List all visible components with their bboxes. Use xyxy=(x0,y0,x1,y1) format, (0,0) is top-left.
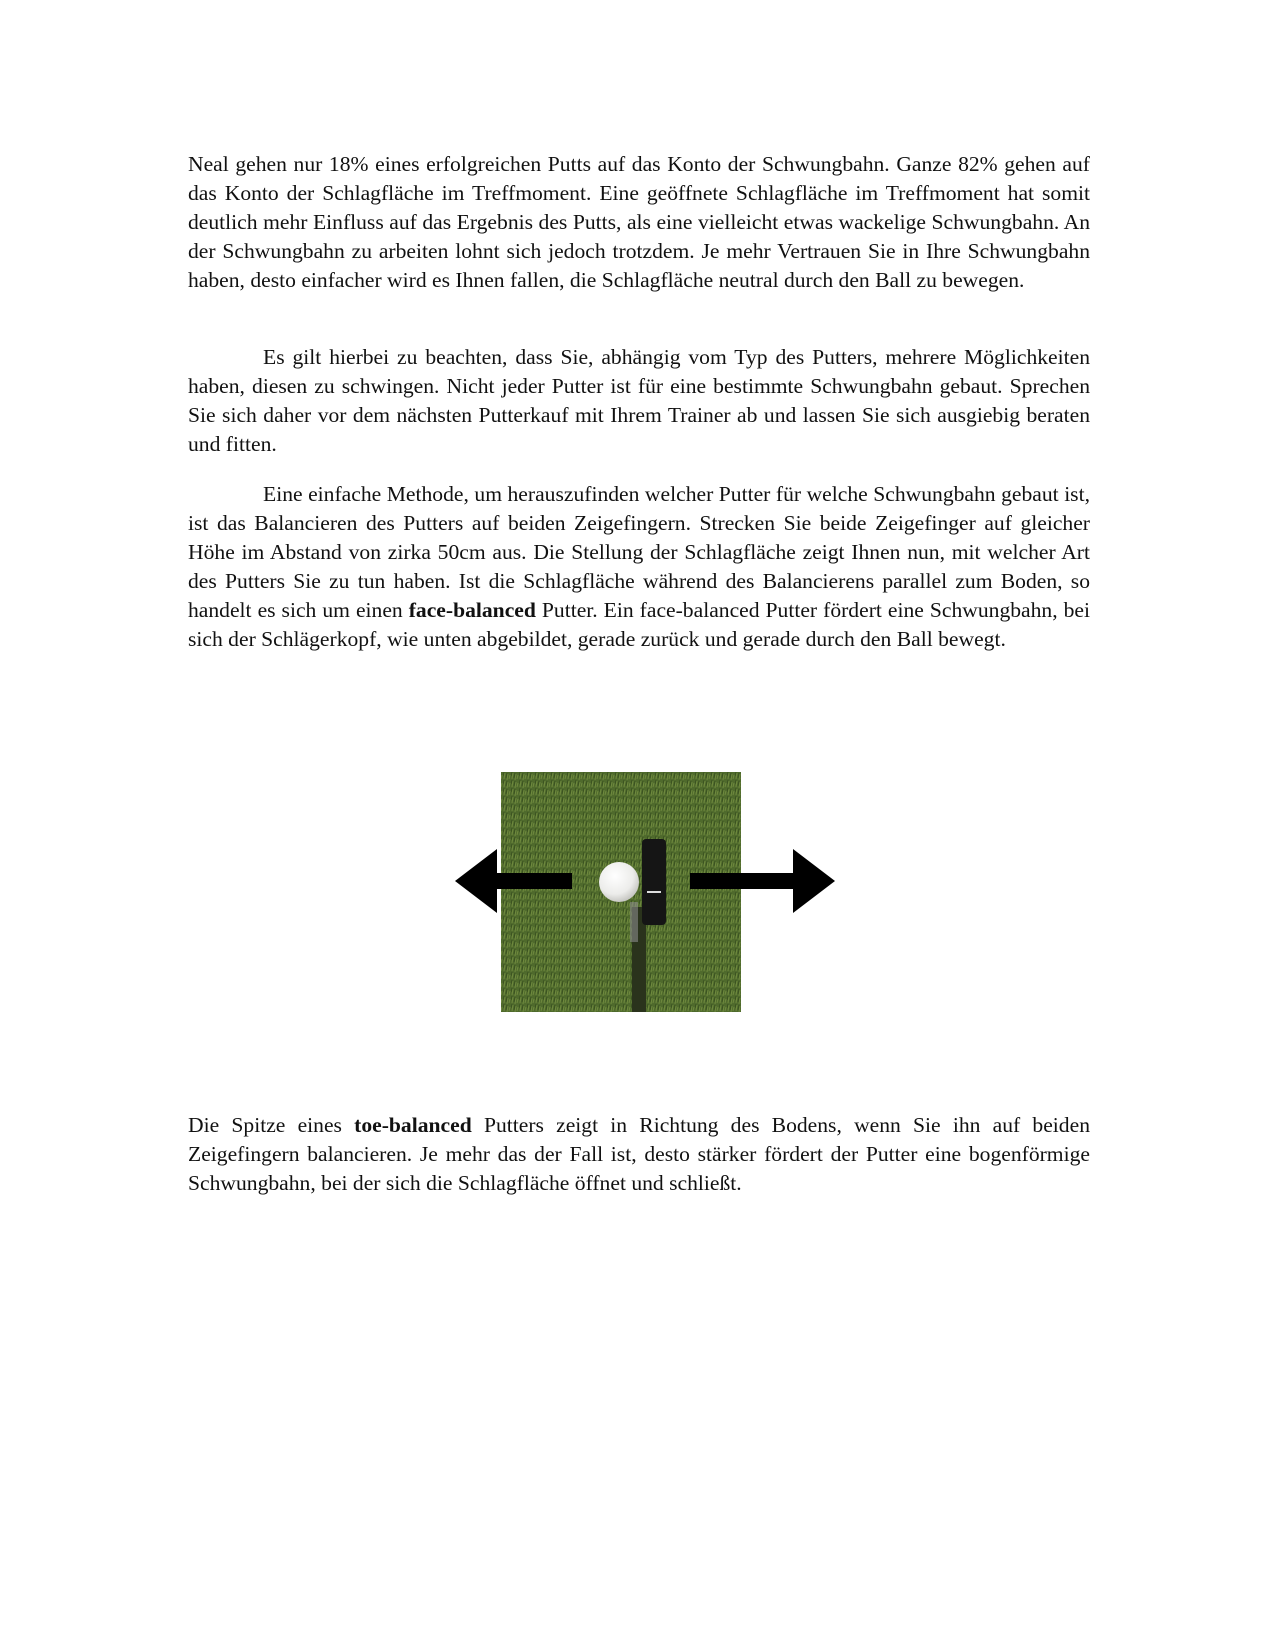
putter-illustration-graphic xyxy=(455,772,835,1017)
bold-term-toe-balanced: toe-balanced xyxy=(354,1113,472,1137)
paragraph-text: Es gilt hierbei zu beachten, dass Sie, abhängig vom Typ des Putters, mehrere Möglichkeiten haben, diesen zu schwingen. Nicht jeder Putter ist für eine bestimmte Schwungbahn gebaut. Sprechen Sie sich daher vor dem nächsten Putterkauf mit Ihrem Trainer ab und lassen Sie sich ausgiebig beraten und fitten. xyxy=(188,345,1090,456)
golf-ball xyxy=(599,862,639,902)
paragraph-text: Neal gehen nur 18% eines erfolgreichen Putts auf das Konto der Schwungbahn. Ganze 82% gehen auf das Konto der Schlagfläche im Treffmoment. Eine geöffnete Schlagfläche im Treffmoment hat somit deutlich mehr Einfluss auf das Ergebnis des Putts, als eine vielleicht etwas wackelige Schwungbahn. An der Schwungbahn zu arbeiten lohnt sich jedoch trotzdem. Je mehr Vertrauen Sie in Ihre Schwungbahn haben, desto einfacher wird es Ihnen fallen, die Schlagfläche neutral durch den Ball zu bewegen. xyxy=(188,152,1090,292)
putter-hosel xyxy=(630,902,638,942)
bold-term-face-balanced: face-balanced xyxy=(408,598,536,622)
paragraph-text: Putters zeigt in Richtung des Bodens, wenn Sie ihn auf beiden Zeigefingern balancieren. Je mehr das der Fall ist, desto stärker fördert der Putter eine bogenförmige Schwungbahn, bei der sich die Schlagfläche öffnet und schließt. xyxy=(188,1113,1090,1195)
paragraph-text: Die Spitze eines xyxy=(188,1113,342,1137)
putter-head xyxy=(642,839,666,925)
paragraph-toe-balanced xyxy=(188,1111,1090,1198)
paragraph-schwungbahn-statistik xyxy=(188,150,1090,295)
putter-swing-illustration xyxy=(455,772,835,1017)
paragraph-text: Putter. Ein face-balanced Putter fördert eine Schwungbahn, bei sich der Schlägerkopf, wie unten abgebildet, gerade zurück und gerade durch den Ball bewegt. xyxy=(188,598,1090,651)
paragraph-putter-typen xyxy=(188,343,1090,459)
paragraph-text: Eine einfache Methode, um herauszufinden welcher Putter für welche Schwungbahn gebaut ist, ist das Balancieren des Putters auf beiden Zeigefingern. Strecken Sie beide Zeigefinger auf gleicher Höhe im Abstand von zirka 50cm aus. Die Stellung der Schlagfläche zeigt Ihnen nun, mit welcher Art des Putters Sie zu tun haben. Ist die Schlagfläche während des Balancierens parallel zum Boden, so handelt es sich um einen xyxy=(188,482,1090,622)
paragraph-face-balanced xyxy=(188,480,1090,654)
